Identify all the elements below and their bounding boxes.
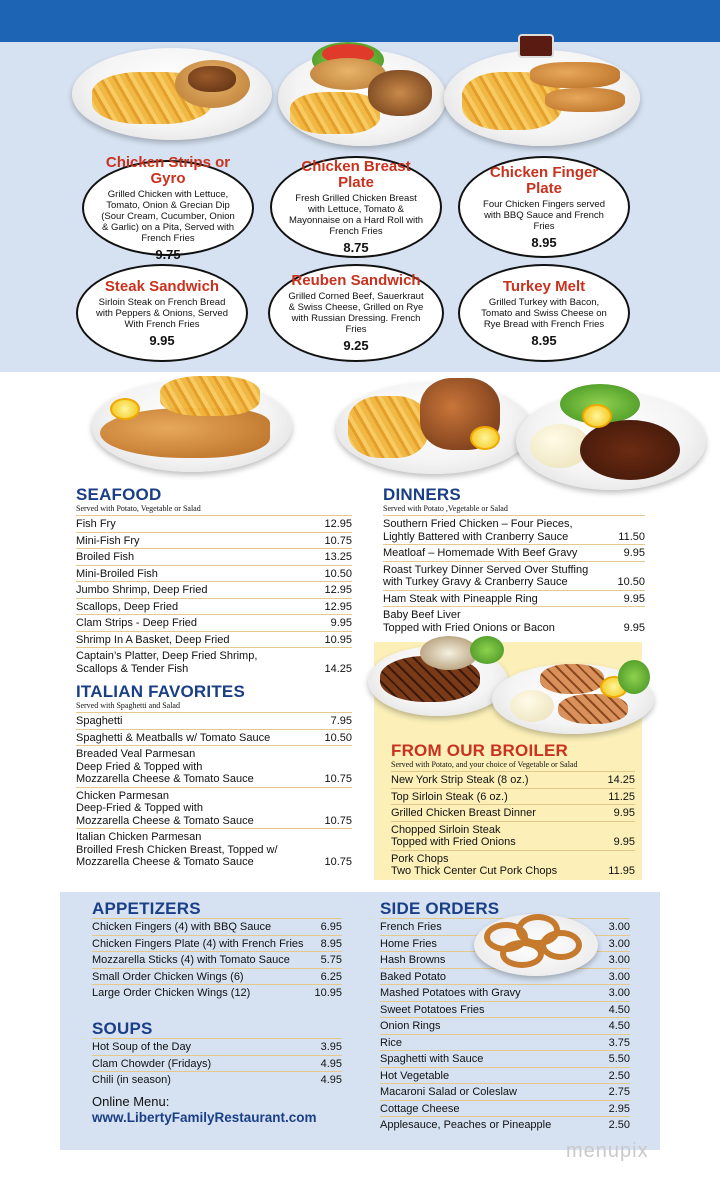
item-price: 8.95: [531, 234, 557, 250]
menu-item-name: Chicken Fingers Plate (4) with French Fries: [92, 937, 304, 950]
menu-row: [92, 1038, 342, 1055]
italian-section: [76, 683, 352, 870]
section-subtitle: Served with Potato ,Vegetable or Salad: [383, 504, 508, 513]
menu-row: [380, 1017, 630, 1034]
item-title: Reuben Sandwich: [291, 272, 421, 289]
menu-item-name: Jumbo Shrimp, Deep Fried: [76, 584, 208, 596]
menu-item-price: 12.95: [324, 600, 352, 613]
dinners-section: [383, 486, 645, 635]
menu-item-name: Top Sirloin Steak (6 oz.): [391, 790, 508, 803]
menu-item-reuben-sandwich: [268, 264, 444, 362]
appetizers-section: [92, 900, 342, 1001]
section-subtitle: Served with Potato, Vegetable or Salad: [76, 504, 201, 513]
menu-item-name: Applesauce, Peaches or Pineapple: [380, 1119, 552, 1131]
online-menu-url[interactable]: www.LibertyFamilyRestaurant.com: [92, 1110, 317, 1125]
item-title: Chicken Breast Plate: [301, 158, 411, 191]
menu-row: [380, 984, 630, 1001]
menu-item-price: 10.50: [324, 567, 352, 580]
menu-row: [76, 532, 352, 549]
menu-item-name: Sweet Potatoes Fries: [380, 1003, 485, 1016]
online-menu-label: Online Menu:: [92, 1094, 170, 1109]
menu-row: [76, 729, 352, 746]
menu-row: [76, 828, 352, 870]
item-price: 9.25: [343, 338, 369, 353]
item-title: Steak Sandwich: [104, 277, 220, 295]
menu-item-price: 3.75: [608, 1036, 630, 1049]
section-title: FROM OUR BROILER: [391, 741, 568, 760]
menu-item-name: Onion Rings: [380, 1020, 441, 1032]
soups-list: [92, 1038, 342, 1088]
menu-item-name: Mini-Broiled Fish: [76, 567, 158, 580]
section-subtitle: Served with Potato, and your choice of Vegetable or Salad: [391, 760, 578, 769]
menu-item-name: Italian Chicken Parmesan Broilled Fresh Chicken Breast, Topped w/ Mozzarella Cheese & Tomato Sauce: [76, 831, 278, 868]
item-price: 8.95: [531, 332, 557, 348]
menu-row: [391, 850, 635, 879]
menu-row: [92, 968, 342, 985]
menu-row: [92, 984, 342, 1001]
item-description: Fresh Grilled Chicken Breast with Lettuce, Tomato & Mayonnaise on a Hard Roll with French Fries: [288, 193, 424, 237]
menu-item-price: 10.95: [324, 633, 352, 646]
menu-item-name: Ham Steak with Pineapple Ring: [383, 592, 538, 605]
menu-item-name: Meatloaf – Homemade With Beef Gravy: [383, 547, 578, 559]
menu-item-price: 10.75: [324, 773, 352, 785]
menu-item-price: 3.00: [608, 921, 630, 933]
section-title: APPETIZERS: [92, 899, 201, 918]
menu-item-name: Grilled Chicken Breast Dinner: [391, 807, 536, 819]
item-description: Grilled Turkey with Bacon, Tomato and Swiss Cheese on Rye Bread with French Fries: [481, 296, 607, 330]
menu-row: [92, 1071, 342, 1088]
menu-item-name: Chopped Sirloin Steak Topped with Fried Onions: [391, 823, 516, 848]
menu-item-name: Spaghetti: [76, 715, 123, 727]
menu-item-price: 6.95: [320, 921, 342, 933]
menu-item-price: 8.95: [320, 937, 342, 950]
menu-row: [76, 745, 352, 787]
menu-item-price: 7.95: [330, 715, 352, 727]
menu-row: [380, 1116, 630, 1133]
seafood-list: [76, 515, 352, 676]
item-description: Sirloin Steak on French Bread with Peppers & Onions, Served With French Fries: [95, 296, 228, 330]
menu-item-price: 4.95: [320, 1057, 342, 1070]
menu-item-name: Small Order Chicken Wings (6): [92, 970, 244, 983]
menu-row: [76, 598, 352, 615]
menu-item-price: 12.95: [324, 518, 352, 530]
menu-row: [380, 1083, 630, 1100]
menu-item-price: 14.25: [324, 662, 352, 675]
soups-section: [92, 1020, 342, 1088]
menu-item-price: 3.00: [608, 937, 630, 950]
menu-row: [92, 951, 342, 968]
menu-item-price: 9.95: [623, 547, 645, 559]
appetizers-list: [92, 918, 342, 1001]
menu-item-name: Chicken Parmesan Deep-Fried & Topped with Mozzarella Cheese & Tomato Sauce: [76, 789, 254, 827]
menu-row: [380, 1034, 630, 1051]
section-title: SIDE ORDERS: [380, 899, 500, 918]
menu-item-price: 3.00: [608, 970, 630, 983]
menu-row: [76, 565, 352, 582]
menu-item-price: 3.00: [608, 954, 630, 966]
section-title: SOUPS: [92, 1019, 153, 1038]
menu-item-name: Mozzarella Sticks (4) with Tomato Sauce: [92, 954, 290, 966]
menu-item-price: 9.95: [623, 621, 645, 634]
menu-item-name: Hot Vegetable: [380, 1069, 450, 1082]
menu-row: [383, 561, 645, 590]
item-title: Chicken Finger Plate: [489, 163, 599, 197]
menu-row: [76, 614, 352, 631]
menu-item-name: Hash Browns: [380, 954, 446, 966]
online-menu: [92, 1094, 317, 1125]
section-title: ITALIAN FAVORITES: [76, 682, 245, 701]
menu-row: [391, 788, 635, 805]
menu-item-name: Fish Fry: [76, 518, 116, 530]
dinners-list: [383, 515, 645, 635]
menu-item-price: 2.50: [608, 1069, 630, 1082]
menu-row: [76, 712, 352, 729]
menu-item-name: Scallops, Deep Fried: [76, 600, 179, 613]
menu-item-name: Chicken Fingers (4) with BBQ Sauce: [92, 921, 272, 933]
menu-item-price: 2.50: [608, 1119, 630, 1131]
menu-item-price: 14.25: [607, 774, 635, 786]
menu-item-price: 10.75: [324, 534, 352, 547]
menu-row: [391, 804, 635, 821]
menu-item-price: 3.95: [320, 1041, 342, 1053]
menu-item-chicken-breast-plate: [270, 156, 442, 258]
section-subtitle: Served with Spaghetti and Salad: [76, 701, 180, 710]
broiler-list: [391, 771, 635, 879]
menu-row: [383, 515, 645, 544]
item-title: Chicken Strips or Gyro: [105, 153, 231, 187]
section-title: SEAFOOD: [76, 485, 162, 504]
menu-item-price: 10.75: [324, 814, 352, 827]
menu-item-name: Southern Fried Chicken – Four Pieces, Lightly Battered with Cranberry Sauce: [383, 518, 573, 543]
menu-item-price: 12.95: [324, 584, 352, 596]
menu-item-chicken-strips-gyro: [82, 153, 254, 262]
menu-item-name: Mini-Fish Fry: [76, 534, 140, 547]
menu-item-name: Clam Strips - Deep Fried: [76, 617, 198, 629]
menu-item-price: 11.50: [618, 530, 645, 543]
header-bar: [0, 0, 720, 42]
menu-item-name: Large Order Chicken Wings (12): [92, 987, 251, 999]
seafood-section: [76, 486, 352, 676]
item-price: 9.95: [149, 332, 175, 348]
menu-item-price: 5.50: [608, 1053, 630, 1065]
menu-row: [383, 606, 645, 635]
menu-item-price: 10.50: [617, 576, 645, 588]
menu-item-steak-sandwich: [76, 264, 248, 362]
menu-item-name: Shrimp In A Basket, Deep Fried: [76, 633, 230, 646]
menu-item-price: 10.75: [324, 856, 352, 868]
item-title: Turkey Melt: [502, 277, 586, 295]
menu-row: [76, 581, 352, 598]
menu-item-price: 13.25: [324, 551, 352, 563]
menu-item-name: Hot Soup of the Day: [92, 1041, 192, 1053]
menu-row: [391, 821, 635, 850]
menu-row: [92, 1055, 342, 1072]
menu-row: [76, 787, 352, 829]
menu-item-name: Chili (in season): [92, 1074, 171, 1086]
menu-item-price: 4.50: [608, 1003, 630, 1016]
menu-item-name: Broiled Fish: [76, 551, 135, 563]
menu-item-price: 11.25: [608, 790, 635, 803]
menu-item-price: 4.50: [608, 1020, 630, 1032]
menu-item-price: 3.00: [608, 987, 630, 999]
broiler-section: [391, 742, 635, 879]
menu-item-name: Home Fries: [380, 937, 437, 950]
menu-item-chicken-finger-plate: [458, 156, 630, 258]
menu-item-price: 9.95: [613, 836, 635, 848]
menu-row: [76, 515, 352, 532]
menu-item-price: 2.95: [608, 1102, 630, 1115]
menu-row: [76, 647, 352, 676]
menu-item-price: 4.95: [320, 1074, 342, 1086]
item-description: Four Chicken Fingers served with BBQ Sauce and French Fries: [483, 198, 605, 232]
menu-row: [92, 935, 342, 952]
menu-item-name: Pork Chops Two Thick Center Cut Pork Chops: [391, 852, 558, 877]
menu-item-name: Clam Chowder (Fridays): [92, 1057, 212, 1070]
menu-item-name: French Fries: [380, 921, 442, 933]
menu-item-name: Baked Potato: [380, 970, 447, 983]
menu-item-price: 11.95: [608, 865, 635, 877]
menu-row: [76, 548, 352, 565]
menu-item-name: Breaded Veal Parmesan Deep Fried & Topped with Mozzarella Cheese & Tomato Sauce: [76, 748, 254, 785]
item-description: Grilled Corned Beef, Sauerkraut & Swiss Cheese, Grilled on Rye with Russian Dressing. French Fries: [288, 291, 424, 335]
menu-item-price: 5.75: [320, 954, 342, 966]
item-price: 9.75: [155, 246, 181, 262]
menu-item-price: 9.95: [613, 807, 635, 819]
menu-item-turkey-melt: [458, 264, 630, 362]
menu-item-name: Mashed Potatoes with Gravy: [380, 987, 521, 999]
menu-item-name: Spaghetti with Sauce: [380, 1053, 484, 1065]
menu-row: [383, 590, 645, 607]
menu-item-name: Roast Turkey Dinner Served Over Stuffing with Turkey Gravy & Cranberry Sauce: [383, 563, 589, 588]
menu-item-name: Rice: [380, 1036, 403, 1049]
menu-item-price: 9.95: [623, 592, 645, 605]
menu-item-name: Spaghetti & Meatballs w/ Tomato Sauce: [76, 731, 271, 744]
menu-row: [380, 1001, 630, 1018]
menu-row: [92, 918, 342, 935]
menu-item-name: Baby Beef Liver Topped with Fried Onions or Bacon: [383, 609, 555, 634]
menu-item-price: 6.25: [320, 970, 342, 983]
menu-item-name: New York Strip Steak (8 oz.): [391, 774, 529, 786]
section-title: DINNERS: [383, 485, 461, 504]
menu-row: [380, 1067, 630, 1084]
menu-item-name: Macaroni Salad or Coleslaw: [380, 1086, 517, 1098]
menu-row: [383, 544, 645, 561]
watermark: menupix: [566, 1140, 649, 1162]
item-description: Grilled Chicken with Lettuce, Tomato, Onion & Grecian Dip (Sour Cream, Cucumber, Onion & Garlic) on a Pita, Served with French Fries: [101, 188, 235, 244]
menu-item-price: 2.75: [608, 1086, 630, 1098]
menu-item-name: Captain’s Platter, Deep Fried Shrimp, Scallops & Tender Fish: [76, 650, 258, 675]
menu-item-price: 9.95: [330, 617, 352, 629]
menu-row: [391, 771, 635, 788]
menu-row: [380, 1050, 630, 1067]
menu-item-name: Cottage Cheese: [380, 1102, 460, 1115]
menu-row: [76, 631, 352, 648]
menu-row: [380, 1100, 630, 1117]
italian-list: [76, 712, 352, 870]
item-price: 8.75: [343, 240, 369, 255]
menu-item-price: 10.95: [314, 987, 342, 999]
menu-item-price: 10.50: [324, 731, 352, 744]
